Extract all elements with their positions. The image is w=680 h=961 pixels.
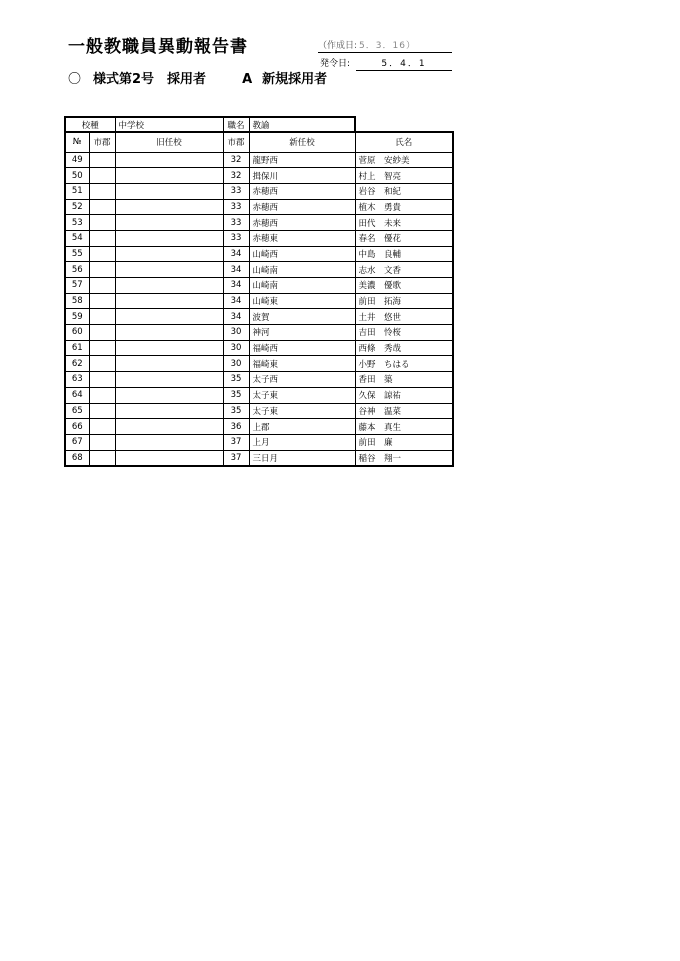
row-new-school: 赤穂西: [249, 199, 355, 215]
category-code: A: [242, 72, 253, 87]
row-no: 64: [65, 387, 89, 403]
row-no: 67: [65, 434, 89, 450]
row-old-school: [115, 450, 223, 466]
position-value: 教諭: [249, 117, 355, 132]
row-new-school: 神河: [249, 325, 355, 341]
row-new-school: 福崎西: [249, 340, 355, 356]
table-row: [65, 450, 453, 466]
table-row: [65, 246, 453, 262]
row-old-school: [115, 387, 223, 403]
table-row: [65, 183, 453, 199]
row-name: 美濃 優歌: [355, 278, 453, 294]
issued-date-value: 5．4．1: [356, 56, 452, 71]
table-row: [65, 434, 453, 450]
row-no: 66: [65, 419, 89, 435]
created-date-label: （作成日:: [318, 41, 358, 51]
table-row: [65, 278, 453, 294]
row-old-district: [89, 403, 115, 419]
row-new-district: 35: [223, 403, 249, 419]
row-no: 52: [65, 199, 89, 215]
row-no: 63: [65, 372, 89, 388]
row-old-district: [89, 215, 115, 231]
row-no: 68: [65, 450, 89, 466]
position-label: 職名: [223, 117, 249, 132]
row-old-district: [89, 230, 115, 246]
table-row: [65, 356, 453, 372]
row-old-district: [89, 168, 115, 184]
row-new-school: 太子東: [249, 387, 355, 403]
report-title: 一般教職員異動報告書: [68, 37, 248, 57]
row-old-district: [89, 278, 115, 294]
table-row: [65, 419, 453, 435]
row-name: 岩谷 和紀: [355, 183, 453, 199]
row-new-school: 波賀: [249, 309, 355, 325]
row-new-district: 33: [223, 183, 249, 199]
row-old-district: [89, 262, 115, 278]
personnel-table: [64, 131, 454, 467]
issued-date-label: 発令日:: [320, 59, 351, 69]
row-new-school: 山崎南: [249, 262, 355, 278]
row-name: 志水 文香: [355, 262, 453, 278]
row-no: 61: [65, 340, 89, 356]
table-row: [65, 230, 453, 246]
table-row: [65, 199, 453, 215]
row-name: 春名 優花: [355, 230, 453, 246]
row-new-school: 赤穂東: [249, 230, 355, 246]
row-new-school: 赤穂西: [249, 183, 355, 199]
row-name: 稲谷 翔一: [355, 450, 453, 466]
row-old-district: [89, 356, 115, 372]
row-old-school: [115, 356, 223, 372]
row-old-school: [115, 278, 223, 294]
row-new-district: 37: [223, 434, 249, 450]
row-old-school: [115, 152, 223, 168]
col-new-school: 新任校: [249, 132, 355, 152]
row-new-school: 山崎東: [249, 293, 355, 309]
row-old-district: [89, 450, 115, 466]
row-no: 62: [65, 356, 89, 372]
table-row: [65, 293, 453, 309]
row-old-district: [89, 246, 115, 262]
form-heading: [68, 68, 327, 87]
row-name: 谷神 温菜: [355, 403, 453, 419]
row-no: 50: [65, 168, 89, 184]
row-new-school: 山崎西: [249, 246, 355, 262]
row-name: 菅原 安紗美: [355, 152, 453, 168]
row-old-district: [89, 152, 115, 168]
row-new-district: 34: [223, 293, 249, 309]
row-no: 60: [65, 325, 89, 341]
row-new-district: 30: [223, 325, 249, 341]
form-mark: 〇: [68, 72, 82, 87]
row-new-school: 山崎南: [249, 278, 355, 294]
table-row: [65, 372, 453, 388]
row-name: 中島 良輔: [355, 246, 453, 262]
row-old-school: [115, 419, 223, 435]
row-old-district: [89, 183, 115, 199]
row-no: 51: [65, 183, 89, 199]
row-name: 村上 智亮: [355, 168, 453, 184]
row-new-district: 37: [223, 450, 249, 466]
row-no: 59: [65, 309, 89, 325]
row-name: 吉田 怜桜: [355, 325, 453, 341]
row-new-school: 上月: [249, 434, 355, 450]
col-new-district: 市郡: [223, 132, 249, 152]
row-name: 香田 築: [355, 372, 453, 388]
col-name: 氏名: [355, 132, 453, 152]
row-old-district: [89, 419, 115, 435]
row-old-school: [115, 230, 223, 246]
created-date-value: 5．3．16）: [359, 41, 416, 51]
row-old-school: [115, 168, 223, 184]
row-old-school: [115, 215, 223, 231]
row-old-school: [115, 309, 223, 325]
row-old-school: [115, 340, 223, 356]
row-old-district: [89, 372, 115, 388]
row-new-school: 太子東: [249, 403, 355, 419]
row-name: 久保 諒祐: [355, 387, 453, 403]
row-old-district: [89, 293, 115, 309]
row-new-district: 35: [223, 372, 249, 388]
row-name: 藤本 真生: [355, 419, 453, 435]
row-old-district: [89, 340, 115, 356]
row-name: 前田 拓海: [355, 293, 453, 309]
row-old-district: [89, 434, 115, 450]
row-old-school: [115, 262, 223, 278]
row-old-school: [115, 293, 223, 309]
row-no: 49: [65, 152, 89, 168]
form-name: 様式第2号 採用者: [93, 72, 207, 87]
col-old-school: 旧任校: [115, 132, 223, 152]
row-new-school: 三日月: [249, 450, 355, 466]
row-old-school: [115, 183, 223, 199]
col-old-district: 市郡: [89, 132, 115, 152]
created-date: [318, 38, 452, 53]
row-old-district: [89, 325, 115, 341]
row-old-school: [115, 325, 223, 341]
table-row: [65, 340, 453, 356]
row-new-district: 34: [223, 246, 249, 262]
row-name: 田代 未来: [355, 215, 453, 231]
row-new-district: 34: [223, 309, 249, 325]
row-name: 小野 ちはる: [355, 356, 453, 372]
row-no: 65: [65, 403, 89, 419]
table-row: [65, 309, 453, 325]
col-no: №: [65, 132, 89, 152]
row-new-school: 太子西: [249, 372, 355, 388]
table-row: [65, 215, 453, 231]
school-type-label: 校種: [65, 117, 115, 132]
row-old-district: [89, 309, 115, 325]
table-row: [65, 403, 453, 419]
row-new-district: 32: [223, 168, 249, 184]
row-no: 55: [65, 246, 89, 262]
row-name: 植木 勇貴: [355, 199, 453, 215]
row-no: 53: [65, 215, 89, 231]
table-row: [65, 387, 453, 403]
table-row: [65, 168, 453, 184]
row-no: 54: [65, 230, 89, 246]
row-old-school: [115, 372, 223, 388]
row-new-school: 揖保川: [249, 168, 355, 184]
row-old-school: [115, 199, 223, 215]
row-new-district: 33: [223, 230, 249, 246]
school-type-value: 中学校: [115, 117, 223, 132]
row-no: 58: [65, 293, 89, 309]
row-old-district: [89, 199, 115, 215]
row-old-district: [89, 387, 115, 403]
row-new-district: 33: [223, 199, 249, 215]
row-new-school: 上郡: [249, 419, 355, 435]
row-new-district: 36: [223, 419, 249, 435]
table-row: [65, 262, 453, 278]
row-new-district: 35: [223, 387, 249, 403]
table-row: [65, 152, 453, 168]
row-new-district: 30: [223, 340, 249, 356]
table-row: [65, 325, 453, 341]
row-old-school: [115, 403, 223, 419]
row-old-school: [115, 434, 223, 450]
row-name: 西條 秀哉: [355, 340, 453, 356]
row-name: 土井 悠世: [355, 309, 453, 325]
row-new-district: 33: [223, 215, 249, 231]
row-new-district: 32: [223, 152, 249, 168]
row-old-school: [115, 246, 223, 262]
row-new-district: 34: [223, 278, 249, 294]
row-no: 56: [65, 262, 89, 278]
row-no: 57: [65, 278, 89, 294]
category-name: 新規採用者: [262, 72, 328, 87]
row-name: 前田 廉: [355, 434, 453, 450]
row-new-school: 福崎東: [249, 356, 355, 372]
row-new-district: 34: [223, 262, 249, 278]
row-new-school: 龍野西: [249, 152, 355, 168]
row-new-school: 赤穂西: [249, 215, 355, 231]
row-new-district: 30: [223, 356, 249, 372]
